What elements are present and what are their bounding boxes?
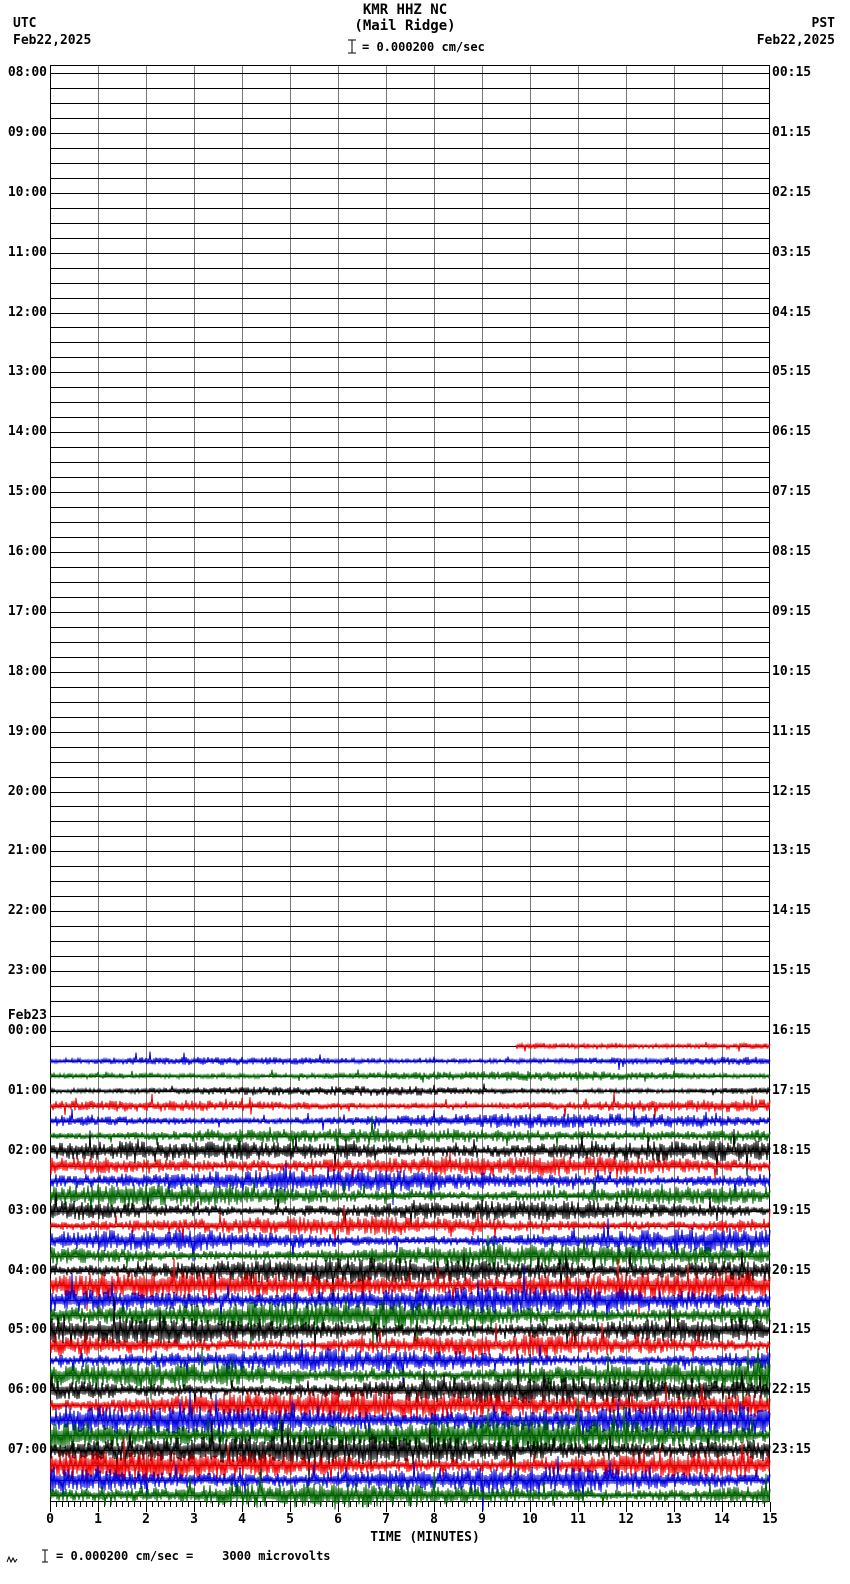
utc-hour-label: 02:00 — [7, 1143, 47, 1158]
day-break-label: Feb23 — [7, 1008, 47, 1023]
minute-tick-label: 4 — [238, 1512, 246, 1527]
utc-hour-label: 04:00 — [7, 1263, 47, 1278]
pst-hour-label: 15:15 — [772, 963, 812, 978]
pst-hour-label: 13:15 — [772, 843, 812, 858]
utc-timezone-label: UTC — [13, 16, 37, 31]
wave-glyph-icon — [6, 1554, 18, 1564]
minute-tick-label: 8 — [430, 1512, 438, 1527]
seismic-trace-row-66 — [50, 1052, 770, 1071]
pst-date: Feb22,2025 — [756, 33, 835, 48]
pst-hour-label: 01:15 — [772, 125, 812, 140]
seismic-trace-row-69 — [50, 1092, 770, 1118]
pst-hour-label: 20:15 — [772, 1263, 812, 1278]
pst-hour-label: 10:15 — [772, 664, 812, 679]
utc-hour-label: 06:00 — [7, 1382, 47, 1397]
footer-scale-note: = 0.000200 cm/sec = 3000 microvolts — [56, 1549, 331, 1563]
pst-hour-label: 11:15 — [772, 724, 812, 739]
minute-tick-label: 14 — [714, 1512, 730, 1527]
utc-hour-label: 07:00 — [7, 1442, 47, 1457]
pst-hour-label: 19:15 — [772, 1203, 812, 1218]
pst-hour-label: 02:15 — [772, 185, 812, 200]
minute-tick-label: 5 — [286, 1512, 294, 1527]
minute-tick-label: 15 — [762, 1512, 778, 1527]
pst-timezone-label: PST — [811, 16, 835, 31]
utc-hour-label: 18:00 — [7, 664, 47, 679]
station-subtitle: (Mail Ridge) — [354, 18, 456, 34]
utc-hour-label: 16:00 — [7, 544, 47, 559]
minute-tick-label: 9 — [478, 1512, 486, 1527]
utc-hour-label: 19:00 — [7, 724, 47, 739]
pst-hour-label: 12:15 — [772, 784, 812, 799]
utc-hour-label: 08:00 — [7, 65, 47, 80]
utc-hour-label: 12:00 — [7, 305, 47, 320]
pst-hour-label: 21:15 — [772, 1322, 812, 1337]
minute-tick-label: 12 — [618, 1512, 634, 1527]
minute-tick-label: 3 — [190, 1512, 198, 1527]
minute-tick-label: 7 — [382, 1512, 390, 1527]
minute-tick-label: 6 — [334, 1512, 342, 1527]
utc-hour-label: 09:00 — [7, 125, 47, 140]
utc-hour-label: 15:00 — [7, 484, 47, 499]
utc-hour-label: 03:00 — [7, 1203, 47, 1218]
utc-hour-label: 11:00 — [7, 245, 47, 260]
minute-tick-label: 1 — [94, 1512, 102, 1527]
pst-hour-label: 17:15 — [772, 1083, 812, 1098]
scale-label: = 0.000200 cm/sec — [362, 40, 485, 54]
minute-tick-label: 13 — [666, 1512, 682, 1527]
utc-hour-label: 21:00 — [7, 843, 47, 858]
minute-tick-label: 11 — [570, 1512, 586, 1527]
pst-hour-label: 07:15 — [772, 484, 812, 499]
minute-tick-label: 0 — [46, 1512, 54, 1527]
utc-hour-label: 13:00 — [7, 364, 47, 379]
pst-hour-label: 04:15 — [772, 305, 812, 320]
pst-hour-label: 18:15 — [772, 1143, 812, 1158]
pst-hour-label: 22:15 — [772, 1382, 812, 1397]
station-title: KMR HHZ NC — [362, 2, 448, 18]
pst-hour-label: 00:15 — [772, 65, 812, 80]
utc-hour-label: 14:00 — [7, 424, 47, 439]
pst-hour-label: 23:15 — [772, 1442, 812, 1457]
seismic-trace-row-68 — [50, 1084, 770, 1096]
minute-tick-label: 10 — [522, 1512, 538, 1527]
utc-hour-label: 05:00 — [7, 1322, 47, 1337]
pst-hour-label: 09:15 — [772, 604, 812, 619]
helicorder-plot — [50, 65, 775, 1517]
utc-hour-label: 17:00 — [7, 604, 47, 619]
pst-hour-label: 03:15 — [772, 245, 812, 260]
seismic-trace-row-70 — [50, 1108, 770, 1131]
utc-hour-label: 10:00 — [7, 185, 47, 200]
minute-tick-label: 2 — [142, 1512, 150, 1527]
footer-ibeam-icon — [40, 1548, 50, 1564]
x-axis-title: TIME (MINUTES) — [370, 1530, 480, 1545]
utc-hour-label: 01:00 — [7, 1083, 47, 1098]
seismic-trace-row-73 — [50, 1152, 770, 1179]
utc-hour-label: 20:00 — [7, 784, 47, 799]
scale-ibeam-icon — [347, 38, 357, 55]
pst-hour-label: 14:15 — [772, 903, 812, 918]
utc-hour-label: 22:00 — [7, 903, 47, 918]
utc-hour-label: 23:00 — [7, 963, 47, 978]
pst-hour-label: 06:15 — [772, 424, 812, 439]
pst-hour-label: 05:15 — [772, 364, 812, 379]
utc-hour-label: 00:00 — [7, 1023, 47, 1038]
pst-hour-label: 16:15 — [772, 1023, 812, 1038]
pst-hour-label: 08:15 — [772, 544, 812, 559]
utc-date: Feb22,2025 — [13, 33, 92, 48]
